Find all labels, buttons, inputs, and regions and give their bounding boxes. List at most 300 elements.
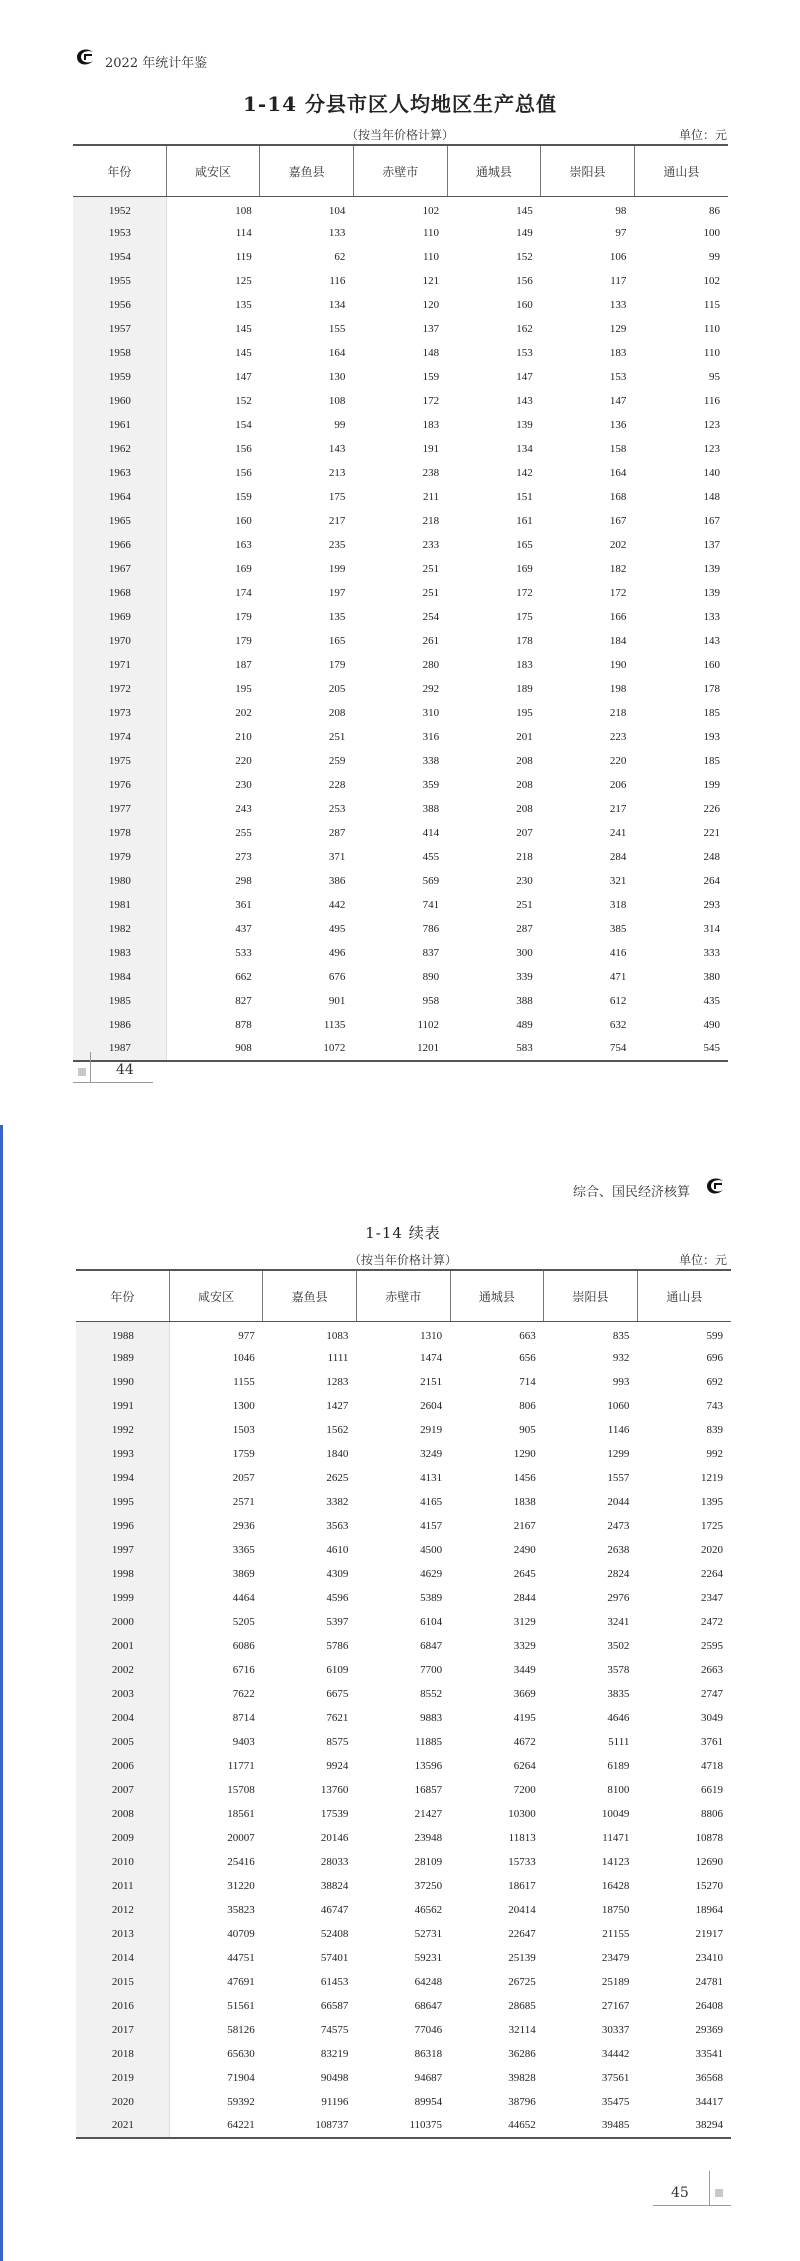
cell-year: 1966 [73, 533, 166, 557]
cell-jiayu: 164 [328, 346, 346, 359]
cell-jiayu: 4610 [326, 1543, 349, 1556]
cell-xianan: 9403 [169, 1730, 263, 1754]
cell-tongshan: 12690 [695, 1855, 723, 1868]
cell-chongyang: 612 [609, 994, 627, 1007]
cell-year: 2021 [76, 2114, 169, 2138]
cell-tongshan: 36568 [695, 2071, 723, 2084]
cell-jiayu: 17539 [320, 1807, 349, 1820]
cell-chongyang: 14123 [601, 1855, 630, 1868]
cell-year: 1963 [73, 461, 166, 485]
table-row [73, 1037, 728, 1061]
cell-year: 1978 [73, 821, 166, 845]
cell-chibi: 254 [422, 610, 440, 623]
cell-jiayu: 62 [334, 250, 346, 263]
cell-tongcheng: 208 [516, 802, 533, 815]
cell-tongshan: 545 [634, 1037, 728, 1061]
table-row [76, 2090, 731, 2114]
cell-tongshan: 1395 [701, 1495, 723, 1508]
cell-xianan: 2571 [169, 1490, 263, 1514]
footer-divider [709, 2171, 710, 2205]
cell-year: 2006 [76, 1754, 169, 1778]
cell-chibi: 137 [422, 322, 440, 335]
cell-year: 2010 [76, 1850, 169, 1874]
table-row [73, 197, 728, 221]
footer-rule [73, 1082, 153, 1083]
table-row [73, 653, 728, 677]
cell-tongcheng: 15733 [508, 1855, 536, 1868]
table-row [73, 485, 728, 509]
cell-tongcheng: 147 [516, 370, 533, 383]
cell-tongcheng: 26725 [508, 1975, 536, 1988]
cell-year: 1979 [73, 845, 166, 869]
cell-chibi: 16857 [414, 1783, 443, 1796]
cell-jiayu: 91196 [321, 2095, 349, 2108]
cell-tongshan: 435 [703, 994, 720, 1007]
cell-tongshan: 86 [709, 205, 720, 218]
cell-tongshan: 2595 [701, 1639, 723, 1652]
cell-tongshan: 38294 [637, 2114, 731, 2138]
cell-chongyang: 754 [541, 1037, 635, 1061]
cell-chongyang: 3241 [607, 1615, 630, 1628]
cell-xianan: 3869 [169, 1562, 263, 1586]
table-row [73, 797, 728, 821]
table-row [73, 845, 728, 869]
cell-tongshan: 99 [709, 250, 720, 263]
cell-tongshan: 2347 [701, 1591, 723, 1604]
cell-chibi: 110 [422, 250, 440, 263]
table-row [73, 965, 728, 989]
cell-jiayu: 46747 [320, 1903, 349, 1916]
cell-chibi: 211 [422, 490, 440, 503]
cell-chongyang: 190 [609, 658, 627, 671]
cell-year: 2008 [76, 1802, 169, 1826]
cell-tongshan: 2020 [701, 1543, 723, 1556]
cell-tongcheng: 156 [516, 274, 533, 287]
cell-chibi: 338 [422, 754, 440, 767]
cell-tongshan: 1725 [701, 1519, 723, 1532]
cell-tongcheng: 714 [519, 1375, 536, 1388]
cell-tongshan: 26408 [695, 1999, 723, 2012]
cell-tongcheng: 149 [516, 226, 533, 239]
running-head: 综合、国民经济核算 [572, 1185, 690, 1200]
cell-chongyang: 993 [612, 1375, 630, 1388]
cell-tongcheng: 251 [516, 898, 533, 911]
cell-tongcheng: 145 [516, 205, 533, 218]
col-header-chongyang: 崇阳县 [544, 1270, 638, 1322]
table-row [76, 1562, 731, 1586]
cell-tongshan: 24781 [695, 1975, 723, 1988]
table-row [73, 389, 728, 413]
page-number: 45 [671, 2185, 689, 2201]
cell-chongyang: 39485 [544, 2114, 638, 2138]
cell-chongyang: 11471 [602, 1831, 630, 1844]
page-45 [0, 1125, 800, 2261]
cell-year: 1960 [73, 389, 166, 413]
cell-xianan: 160 [166, 509, 260, 533]
cell-tongshan: 2264 [701, 1567, 723, 1580]
cell-jiayu: 1072 [260, 1037, 354, 1061]
cell-chibi: 6104 [420, 1615, 443, 1628]
table-row [76, 1586, 731, 1610]
cell-jiayu: 116 [329, 274, 346, 287]
cell-chibi: 310 [422, 706, 440, 719]
cell-chongyang: 35475 [601, 2095, 630, 2108]
cell-tongcheng: 4195 [513, 1711, 536, 1724]
cell-jiayu: 108737 [263, 2114, 357, 2138]
cell-jiayu: 135 [328, 610, 346, 623]
cell-jiayu: 2625 [326, 1471, 349, 1484]
cell-jiayu: 1840 [326, 1447, 349, 1460]
cell-chongyang: 5111 [608, 1735, 630, 1748]
cell-tongshan: 110 [703, 346, 720, 359]
cell-jiayu: 3382 [326, 1495, 349, 1508]
cell-chibi: 52731 [414, 1927, 443, 1940]
cell-chibi: 233 [422, 538, 440, 551]
table-row [73, 269, 728, 293]
cell-xianan: 35823 [169, 1898, 263, 1922]
col-header-tongshan: 通山县 [637, 1270, 731, 1322]
footer-marker [78, 1068, 86, 1076]
cell-tongcheng: 583 [447, 1037, 541, 1061]
cell-xianan: 59392 [169, 2090, 263, 2114]
cell-chibi: 4157 [420, 1519, 443, 1532]
cell-tongshan: 696 [706, 1351, 723, 1364]
cell-tongcheng: 6264 [513, 1759, 536, 1772]
cell-tongshan: 133 [703, 610, 720, 623]
cell-year: 2014 [76, 1946, 169, 1970]
cell-year: 1992 [76, 1418, 169, 1442]
table-row [76, 1946, 731, 1970]
cell-tongcheng: 162 [516, 322, 533, 335]
cell-jiayu: 213 [328, 466, 346, 479]
cell-xianan: 163 [166, 533, 260, 557]
cell-chongyang: 158 [609, 442, 627, 455]
cell-year: 1981 [73, 893, 166, 917]
cell-year: 2001 [76, 1634, 169, 1658]
cell-jiayu: 386 [328, 874, 346, 887]
cell-jiayu: 57401 [320, 1951, 349, 1964]
cell-xianan: 125 [166, 269, 260, 293]
cell-year: 1959 [73, 365, 166, 389]
cell-chibi: 251 [422, 562, 440, 575]
table-row [73, 461, 728, 485]
table-row [73, 749, 728, 773]
cell-xianan: 1759 [169, 1442, 263, 1466]
cell-jiayu: 287 [328, 826, 346, 839]
cell-year: 1998 [76, 1562, 169, 1586]
cell-xianan: 2936 [169, 1514, 263, 1538]
cell-year: 2002 [76, 1658, 169, 1682]
cell-tongshan: 743 [706, 1399, 723, 1412]
cell-chongyang: 153 [609, 370, 627, 383]
cell-year: 1982 [73, 917, 166, 941]
table-row [73, 413, 728, 437]
cell-xianan: 152 [166, 389, 260, 413]
col-header-xianan: 咸安区 [169, 1270, 263, 1322]
cell-jiayu: 217 [328, 514, 346, 527]
cell-year: 2017 [76, 2018, 169, 2042]
table-row [73, 869, 728, 893]
cell-tongshan: 10878 [695, 1831, 723, 1844]
cell-xianan: 878 [166, 1013, 260, 1037]
cell-jiayu: 74575 [320, 2023, 349, 2036]
table-row [76, 1850, 731, 1874]
cell-tongcheng: 169 [516, 562, 533, 575]
cell-xianan: 179 [166, 605, 260, 629]
table-row [73, 557, 728, 581]
cell-tongshan: 2663 [701, 1663, 723, 1676]
cell-xianan: 908 [166, 1037, 260, 1061]
cell-tongshan: 193 [703, 730, 720, 743]
col-header-tongcheng: 通城县 [450, 1270, 544, 1322]
cell-chibi: 5389 [420, 1591, 443, 1604]
cell-jiayu: 1135 [323, 1018, 346, 1031]
cell-jiayu: 83219 [320, 2047, 349, 2060]
cell-chibi: 2151 [420, 1375, 443, 1388]
cell-tongshan: 139 [703, 586, 720, 599]
cell-tongcheng: 18617 [508, 1879, 536, 1892]
cell-xianan: 31220 [169, 1874, 263, 1898]
cell-chongyang: 3502 [607, 1639, 630, 1652]
table-row [76, 2114, 731, 2138]
cell-chibi: 121 [422, 274, 440, 287]
cell-xianan: 6716 [169, 1658, 263, 1682]
table-title: 1-14 分县市区人均地区生产总值 [242, 92, 557, 116]
cell-chibi: 77046 [414, 2023, 443, 2036]
cell-year: 1985 [73, 989, 166, 1013]
cell-tongcheng: 230 [516, 874, 533, 887]
cell-year: 1962 [73, 437, 166, 461]
cell-tongcheng: 207 [516, 826, 533, 839]
cell-chibi: 280 [422, 658, 440, 671]
cell-tongshan: 29369 [695, 2023, 723, 2036]
cell-year: 1961 [73, 413, 166, 437]
cell-xianan: 25416 [169, 1850, 263, 1874]
cell-year: 1968 [73, 581, 166, 605]
cell-tongshan: 3049 [701, 1711, 723, 1724]
cell-jiayu: 496 [328, 946, 346, 959]
cell-tongshan: 185 [703, 706, 720, 719]
cell-chongyang: 385 [609, 922, 627, 935]
cell-tongshan: 2472 [701, 1615, 723, 1628]
cell-jiayu: 371 [328, 850, 346, 863]
cell-xianan: 20007 [169, 1826, 263, 1850]
cell-chibi: 86318 [414, 2047, 443, 2060]
cell-tongshan: 293 [703, 898, 720, 911]
table-row [73, 989, 728, 1013]
cell-year: 1993 [76, 1442, 169, 1466]
cell-tongshan: 839 [706, 1423, 723, 1436]
cell-chibi: 159 [422, 370, 440, 383]
cell-jiayu: 175 [328, 490, 346, 503]
cell-year: 1954 [73, 245, 166, 269]
footer-divider [90, 1052, 91, 1082]
cell-jiayu: 228 [328, 778, 346, 791]
cell-year: 1953 [73, 221, 166, 245]
cell-chibi: 4165 [420, 1495, 443, 1508]
cell-xianan: 827 [166, 989, 260, 1013]
cell-tongcheng: 2490 [513, 1543, 536, 1556]
gdp-per-capita-table [73, 144, 728, 1062]
cell-xianan: 11771 [169, 1754, 263, 1778]
cell-xianan: 40709 [169, 1922, 263, 1946]
cell-chibi: 13596 [414, 1759, 443, 1772]
cell-jiayu: 1083 [326, 1330, 349, 1343]
cell-tongshan: 160 [703, 658, 720, 671]
cell-tongshan: 380 [703, 970, 720, 983]
cell-chibi: 4131 [420, 1471, 443, 1484]
cell-tongcheng: 152 [516, 250, 533, 263]
cell-tongcheng: 905 [519, 1423, 536, 1436]
cell-jiayu: 253 [328, 802, 346, 815]
cell-chongyang: 117 [610, 274, 627, 287]
cell-xianan: 135 [166, 293, 260, 317]
cell-tongcheng: 300 [516, 946, 533, 959]
cell-chibi: 455 [422, 850, 440, 863]
cell-tongshan: 110 [703, 322, 720, 335]
cell-xianan: 119 [166, 245, 260, 269]
cell-year: 2005 [76, 1730, 169, 1754]
cell-xianan: 243 [166, 797, 260, 821]
cell-tongcheng: 153 [516, 346, 533, 359]
cell-tongcheng: 3669 [513, 1687, 536, 1700]
col-header-tongshan: 通山县 [634, 145, 728, 197]
cell-chongyang: 184 [609, 634, 627, 647]
table-row [76, 1874, 731, 1898]
cell-xianan: 169 [166, 557, 260, 581]
table-row [73, 341, 728, 365]
cell-chibi: 261 [422, 634, 440, 647]
cell-tongshan: 116 [703, 394, 720, 407]
cell-tongshan: 148 [703, 490, 720, 503]
cell-tongshan: 992 [706, 1447, 723, 1460]
cell-chibi: 251 [422, 586, 440, 599]
cell-chongyang: 223 [609, 730, 627, 743]
table-row [76, 1634, 731, 1658]
cell-chibi: 64248 [414, 1975, 443, 1988]
table-row [76, 1826, 731, 1850]
cell-tongcheng: 195 [516, 706, 533, 719]
cell-year: 1988 [76, 1322, 169, 1346]
table-row [73, 701, 728, 725]
cell-year: 2019 [76, 2066, 169, 2090]
table-row [73, 605, 728, 629]
cell-xianan: 145 [166, 317, 260, 341]
cell-chongyang: 632 [609, 1018, 627, 1031]
cell-chibi: 148 [422, 346, 440, 359]
cell-xianan: 361 [166, 893, 260, 917]
table-row [73, 365, 728, 389]
cell-year: 1971 [73, 653, 166, 677]
cell-chongyang: 2473 [607, 1519, 630, 1532]
cell-xianan: 51561 [169, 1994, 263, 2018]
table-subtitle: （按当年价格计算） [345, 128, 454, 142]
cell-tongshan: 692 [706, 1375, 723, 1388]
cell-tongcheng: 388 [516, 994, 533, 1007]
cell-chibi: 110 [422, 226, 440, 239]
cell-year: 1999 [76, 1586, 169, 1610]
cell-chongyang: 183 [609, 346, 627, 359]
cell-xianan: 255 [166, 821, 260, 845]
cell-jiayu: 6109 [326, 1663, 349, 1676]
cell-tongcheng: 20414 [508, 1903, 536, 1916]
cell-xianan: 220 [166, 749, 260, 773]
table-header-row [73, 145, 728, 197]
table-row [76, 1778, 731, 1802]
cell-chibi: 7700 [420, 1663, 443, 1676]
cell-year: 1984 [73, 965, 166, 989]
cell-tongshan: 6619 [701, 1783, 723, 1796]
cell-jiayu: 205 [328, 682, 346, 695]
cell-xianan: 230 [166, 773, 260, 797]
cell-chongyang: 21155 [602, 1927, 630, 1940]
cell-chibi: 21427 [414, 1807, 443, 1820]
cell-year: 1991 [76, 1394, 169, 1418]
cell-xianan: 7622 [169, 1682, 263, 1706]
cell-chibi: 890 [422, 970, 440, 983]
table-row [73, 293, 728, 317]
cell-tongshan: 100 [703, 226, 720, 239]
cell-tongcheng: 2645 [513, 1567, 536, 1580]
cell-tongcheng: 3449 [513, 1663, 536, 1676]
cell-xianan: 977 [169, 1322, 263, 1346]
cell-tongcheng: 2844 [513, 1591, 536, 1604]
cell-xianan: 1046 [169, 1346, 263, 1370]
cell-jiayu: 1283 [326, 1375, 349, 1388]
cell-chibi: 3249 [420, 1447, 443, 1460]
table-row [73, 677, 728, 701]
col-header-year: 年份 [76, 1270, 169, 1322]
cell-chongyang: 25189 [601, 1975, 630, 1988]
cell-jiayu: 251 [328, 730, 346, 743]
cell-chongyang: 30337 [601, 2023, 630, 2036]
footer-marker [715, 2189, 723, 2197]
cell-xianan: 174 [166, 581, 260, 605]
cell-chongyang: 147 [609, 394, 627, 407]
cell-jiayu: 133 [328, 226, 346, 239]
table-row [76, 1538, 731, 1562]
cell-chibi: 23948 [414, 1831, 443, 1844]
cell-xianan: 44751 [169, 1946, 263, 1970]
cell-chibi: 2604 [420, 1399, 443, 1412]
table-row [76, 1466, 731, 1490]
table-row [73, 917, 728, 941]
cell-xianan: 3365 [169, 1538, 263, 1562]
cell-chibi: 238 [422, 466, 440, 479]
table-row [73, 1013, 728, 1037]
cell-xianan: 108 [166, 197, 260, 221]
table-row [76, 1970, 731, 1994]
cell-year: 1955 [73, 269, 166, 293]
cell-tongshan: 115 [703, 298, 720, 311]
page-number: 44 [116, 1062, 134, 1078]
cell-year: 2009 [76, 1826, 169, 1850]
table-row [73, 773, 728, 797]
cell-jiayu: 61453 [320, 1975, 349, 1988]
cell-chongyang: 416 [609, 946, 627, 959]
cell-year: 1958 [73, 341, 166, 365]
cell-tongcheng: 44652 [450, 2114, 544, 2138]
running-head: 2022 年统计年鉴 [105, 56, 208, 71]
gdp-per-capita-table-continued [76, 1269, 731, 2139]
cell-tongcheng: 208 [516, 778, 533, 791]
cell-tongshan: 123 [703, 418, 720, 431]
cell-tongcheng: 161 [516, 514, 533, 527]
cell-xianan: 47691 [169, 1970, 263, 1994]
cell-year: 1995 [76, 1490, 169, 1514]
yearbook-logo-icon [703, 1174, 727, 1198]
cell-jiayu: 1111 [327, 1351, 349, 1364]
